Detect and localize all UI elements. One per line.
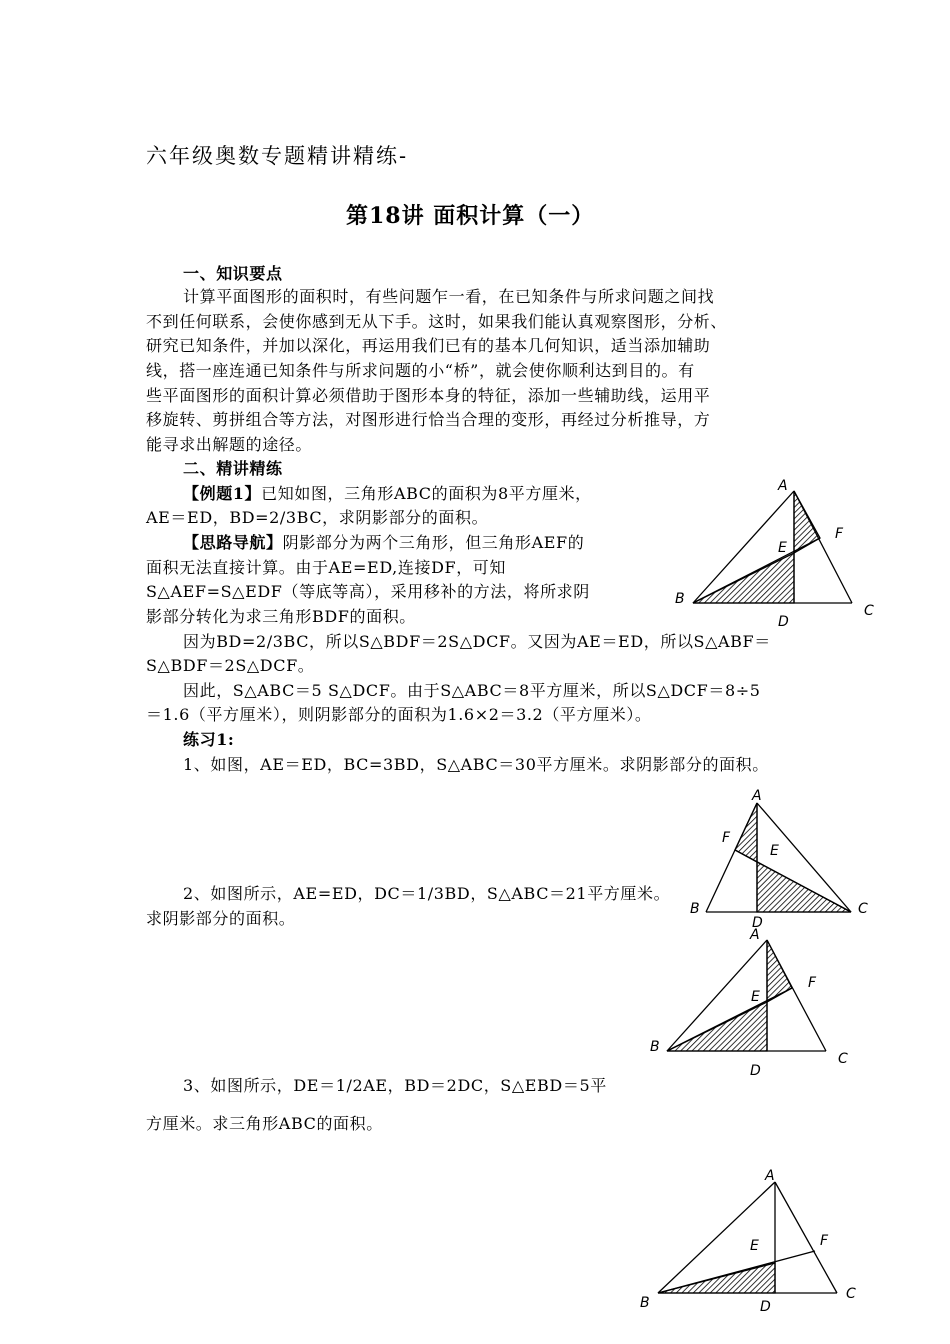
label-d: D <box>750 1063 761 1079</box>
section1-heading: 一、知识要点 <box>183 264 283 283</box>
example-line: AE＝ED，BD=2/3BC，求阴影部分的面积。 <box>146 508 489 527</box>
label-f: F <box>722 830 731 846</box>
label-c: C <box>864 603 874 619</box>
label-b: B <box>675 591 685 607</box>
label-e: E <box>751 989 760 1005</box>
solution-line: S△BDF＝2S△DCF。 <box>146 656 315 675</box>
label-a: A <box>750 927 760 943</box>
hint-line: 影部分转化为求三角形BDF的面积。 <box>146 607 416 626</box>
label-b: B <box>640 1295 650 1311</box>
section2-heading: 二、精讲精练 <box>183 459 283 478</box>
label-e: E <box>750 1238 759 1254</box>
section1-line: 计算平面图形的面积时，有些问题乍一看，在已知条件与所求问题之间找 <box>183 287 715 306</box>
label-b: B <box>690 901 700 917</box>
exercise-q2: 求阴影部分的面积。 <box>146 909 296 928</box>
label-a: A <box>778 478 788 494</box>
example-tag: 【例题1】 <box>183 484 262 503</box>
exercise-q1: 1、如图，AE＝ED，BC=3BD，S△ABC＝30平方厘米。求阴影部分的面积。 <box>183 755 769 774</box>
label-d: D <box>752 915 763 931</box>
exercise-q2: 2、如图所示，AE=ED，DC＝1/3BD，S△ABC＝21平方厘米。 <box>183 884 671 903</box>
hint-text: 阴影部分为两个三角形，但三角形AEF的 <box>282 533 585 552</box>
exercise-heading: 练习1: <box>183 730 235 749</box>
series-header: 六年级奥数专题精讲精练- <box>146 144 409 168</box>
label-a: A <box>765 1168 775 1184</box>
label-c: C <box>846 1286 856 1302</box>
label-c: C <box>838 1051 848 1067</box>
hint-line: S△AEF=S△EDF（等底等高），采用移补的方法，将所求阴 <box>146 582 590 601</box>
page-title: 第18讲 面积计算（一） <box>346 203 595 229</box>
label-f: F <box>820 1233 829 1249</box>
label-d: D <box>760 1299 771 1315</box>
label-a: A <box>752 788 762 804</box>
solution-line: 因此，S△ABC＝5 S△DCF。由于S△ABC＝8平方厘米，所以S△DCF＝8÷5 <box>183 681 761 700</box>
hint-line: 面积无法直接计算。由于AE=ED,连接DF，可知 <box>146 558 506 577</box>
label-f: F <box>835 526 844 542</box>
hint-tag: 【思路导航】 <box>183 533 283 552</box>
label-d: D <box>778 614 789 630</box>
section1-line: 移旋转、剪拼组合等方法，对图形进行恰当合理的变形，再经过分析推导，方 <box>146 410 711 429</box>
label-e: E <box>778 540 787 556</box>
label-c: C <box>858 901 868 917</box>
label-b: B <box>650 1039 660 1055</box>
label-f: F <box>808 975 817 991</box>
section1-line: 不到任何联系，会使你感到无从下手。这时，如果我们能认真观察图形，分析、 <box>146 312 728 331</box>
exercise-q3: 3、如图所示，DE＝1/2AE，BD＝2DC，S△EBD＝5平 <box>183 1076 607 1095</box>
example-text: 已知如图，三角形ABC的面积为8平方厘米， <box>261 484 592 503</box>
solution-line: ＝1.6（平方厘米），则阴影部分的面积为1.6×2＝3.2（平方厘米）。 <box>146 705 652 724</box>
solution-line: 因为BD=2/3BC，所以S△BDF＝2S△DCF。又因为AE＝ED，所以S△ABF＝ <box>183 632 771 651</box>
section1-line: 能寻求出解题的途径。 <box>146 435 313 454</box>
section1-line: 些平面图形的面积计算必须借助于图形本身的特征，添加一些辅助线，运用平 <box>146 386 711 405</box>
section1-line: 线，搭一座连通已知条件与所求问题的小“桥”，就会使你顺利达到目的。有 <box>146 361 695 380</box>
exercise-q3: 方厘米。求三角形ABC的面积。 <box>146 1114 383 1133</box>
label-e: E <box>770 843 779 859</box>
section1-line: 研究已知条件，并加以深化，再运用我们已有的基本几何知识，适当添加辅助 <box>146 336 711 355</box>
